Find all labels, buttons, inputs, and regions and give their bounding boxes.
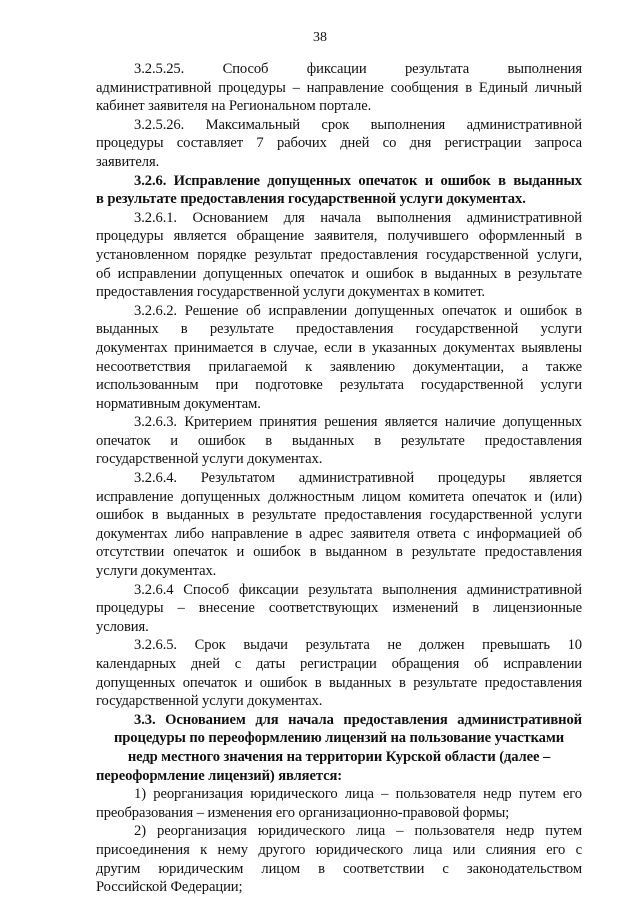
text-line: 3.2.6.2. Решение об исправлении допущенных опечаток и ошибок в — [134, 302, 582, 319]
text-line: административной процедуры – направление сообщения в Единый личный — [96, 79, 582, 96]
text-line: опечаток и ошибок в выданных в результате предоставления — [96, 432, 582, 449]
text-line: в результате предоставления государственной услуги документах. — [96, 191, 526, 208]
text-line: документах либо направление в адрес заявителя ответа с информацией об — [96, 525, 582, 542]
text-line: несоответствия прилагаемой к заявлению документации, а также — [96, 358, 582, 375]
text-line: 3.2.6.4 Способ фиксации результата выполнения административной — [134, 581, 582, 598]
text-line: 3.2.6.3. Критерием принятия решения является наличие допущенных — [134, 414, 582, 431]
text-line: преобразования – изменения его организационно-правовой формы; — [96, 804, 510, 821]
text-line: условия. — [96, 618, 149, 635]
text-line: 3.2.6.4. Результатом административной процедуры является — [134, 470, 582, 487]
text-line: документах принимается в случае, если в указанных документах выявлены — [96, 339, 582, 356]
text-line: установленном порядке результат предоставления государственной услуги, — [96, 246, 582, 263]
text-line: процедуры – внесение соответствующих изменений в лицензионные — [96, 600, 582, 617]
text-line: государственной услуги документах. — [96, 693, 323, 710]
text-line: услуги документах. — [96, 563, 217, 580]
text-line: 3.2.6.5. Срок выдачи результата не должен превышать 10 — [134, 637, 582, 654]
document-body — [96, 60, 582, 897]
text-line: кабинет заявителя на Региональном портале. — [96, 98, 372, 115]
text-line: допущенных опечаток и ошибок в выданных в результате предоставления — [96, 674, 582, 691]
text-line: другим юридическим лицом в соответствии с законодательством — [96, 860, 582, 877]
text-line: недр местного значения на территории Курской области (далее – — [127, 748, 551, 765]
text-line: Российской Федерации; — [96, 879, 243, 896]
text-line: нормативным документам. — [96, 395, 261, 412]
text-line: 3.2.6.1. Основанием для начала выполнения административной — [134, 209, 582, 226]
text-line: процедуры по переоформлению лицензий на пользование участками — [113, 730, 565, 747]
text-line: процедуры является обращение заявителя, получившего оформленный в — [96, 228, 582, 245]
text-line: отсутствии опечаток и ошибок в выданном в результате предоставления — [96, 544, 582, 561]
text-line: 2) реорганизация юридического лица – пользователя недр путем — [134, 823, 582, 840]
text-line: государственной услуги документах. — [96, 451, 323, 468]
text-line: заявителя. — [96, 153, 160, 170]
text-line: 3.2.5.26. Максимальный срок выполнения административной — [134, 116, 582, 133]
text-line: исправление допущенных должностным лицом комитета опечаток и (или) — [96, 488, 582, 505]
text-line: 3.2.6. Исправление допущенных опечаток и ошибок в выданных — [134, 172, 582, 189]
text-line: использованным при подготовке результата государственной услуги — [96, 377, 582, 394]
text-line: ошибок в выданных в результате предоставления государственной услуги — [96, 507, 582, 524]
text-line: переоформление лицензий) является: — [96, 767, 343, 784]
text-line: присоединения к нему другого юридического лица или слияния его с — [96, 841, 582, 858]
text-line: выданных в результате предоставления государственной услуги — [96, 321, 582, 338]
text-line: об исправлении допущенных опечаток и ошибок в выданных в результате — [96, 265, 582, 282]
page-number: 38 — [313, 30, 327, 45]
text-line: предоставления государственной услуги документах в комитет. — [96, 284, 485, 301]
text-line: 3.3. Основанием для начала предоставления административной — [134, 711, 582, 728]
text-line: календарных дней с даты регистрации обращения об исправлении — [96, 656, 582, 672]
text-line: 1) реорганизация юридического лица – пользователя недр путем его — [134, 786, 582, 803]
text-line: 3.2.5.25. Способ фиксации результата выполнения — [134, 61, 582, 77]
text-line: процедуры составляет 7 рабочих дней со дня регистрации запроса — [96, 135, 582, 152]
